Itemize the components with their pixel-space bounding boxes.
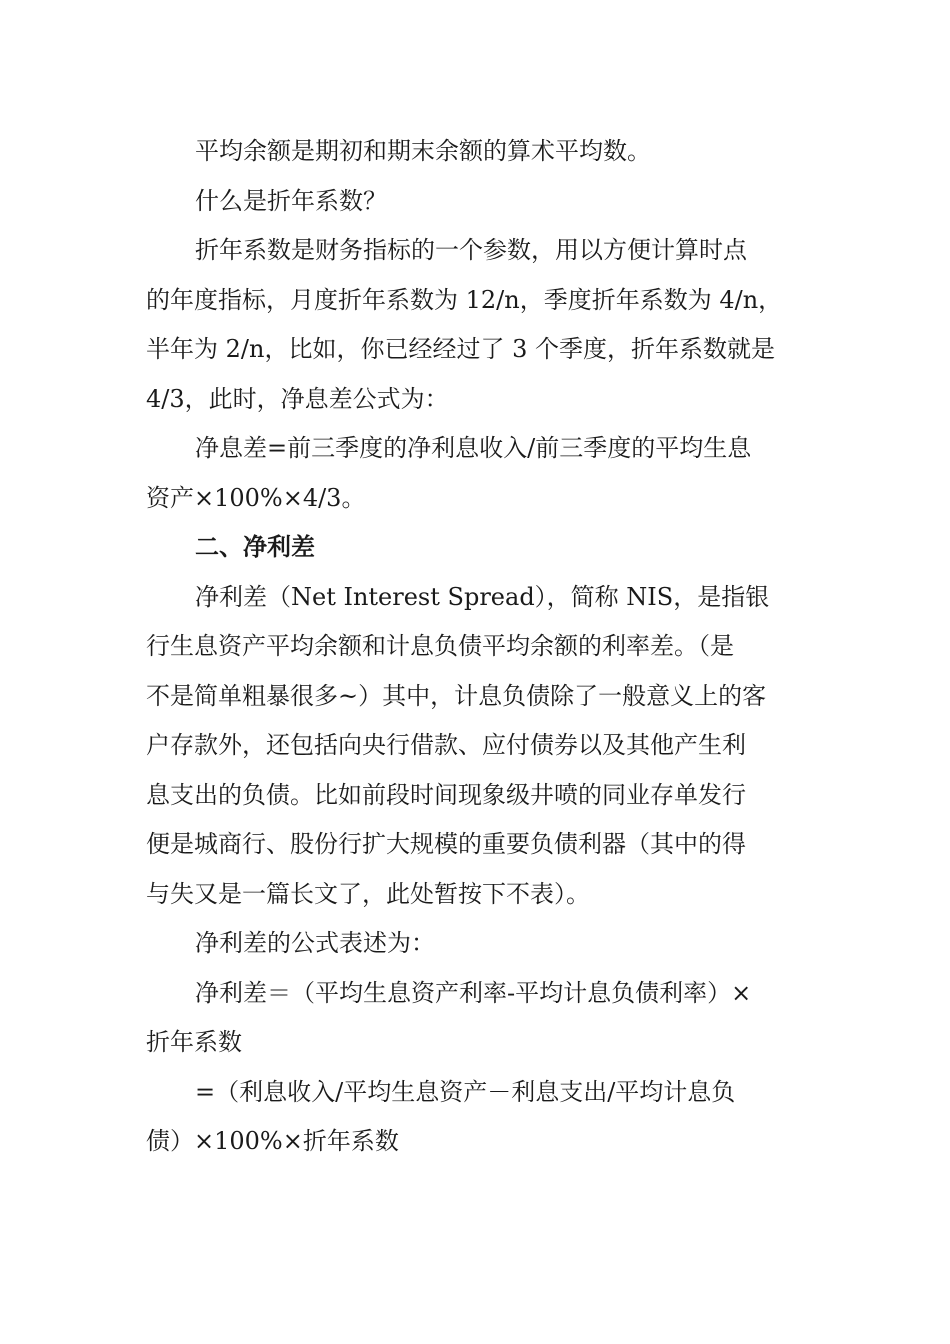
- paragraph-nis-definition: [146, 573, 806, 920]
- text-line: 净利差的公式表述为：: [195, 929, 435, 957]
- paragraph-average-balance: [146, 127, 806, 177]
- paragraph-nim-formula: [146, 424, 806, 523]
- text-line: 的年度指标，月度折年系数为 12/n，季度折年系数为 4/n，: [146, 285, 783, 314]
- text-line: 资产×100%×4/3。: [146, 483, 366, 512]
- text-line: =（利息收入/平均生息资产－利息支出/平均计息负: [195, 1077, 736, 1106]
- paragraph-formula-intro: [146, 919, 806, 969]
- text-line: 净息差=前三季度的净利息收入/前三季度的平均生息: [195, 434, 752, 462]
- text-line: 不是简单粗暴很多~）其中，计息负债除了一般意义上的客: [146, 681, 767, 710]
- text-line: 便是城商行、股份行扩大规模的重要负债利器（其中的得: [146, 830, 746, 858]
- text-line: 债）×100%×折年系数: [146, 1127, 399, 1155]
- text-line: 户存款外，还包括向央行借款、应付债券以及其他产生利: [146, 731, 746, 759]
- text-line: 行生息资产平均余额和计息负债平均余额的利率差。（是: [146, 632, 734, 660]
- text-line: 折年系数: [146, 1028, 242, 1056]
- paragraph-nis-formula-expanded: [146, 1068, 806, 1167]
- paragraph-annualization-factor: [146, 226, 806, 424]
- text-line: 息支出的负债。比如前段时间现象级井喷的同业存单发行: [146, 780, 746, 809]
- text-line: 半年为 2/n，比如，你已经经过了 3 个季度，折年系数就是: [146, 335, 775, 363]
- heading-text: 二、净利差: [195, 533, 315, 561]
- text-line: 什么是折年系数？: [195, 186, 387, 215]
- paragraph-question: [146, 177, 806, 227]
- text-line: 折年系数是财务指标的一个参数，用以方便计算时点: [195, 236, 747, 264]
- text-line: 4/3，此时，净息差公式为：: [146, 384, 449, 413]
- document-body: [146, 127, 806, 1167]
- text-line: 净利差＝（平均生息资产利率-平均计息负债利率）×: [195, 978, 752, 1007]
- text-line: 平均余额是期初和期末余额的算术平均数。: [195, 137, 651, 165]
- text-line: 净利差（Net Interest Spread），简称 NIS，是指银: [195, 582, 770, 611]
- paragraph-nis-formula: [146, 969, 806, 1068]
- section-heading: [146, 523, 806, 573]
- text-line: 与失又是一篇长文了，此处暂按下不表）。: [146, 879, 590, 908]
